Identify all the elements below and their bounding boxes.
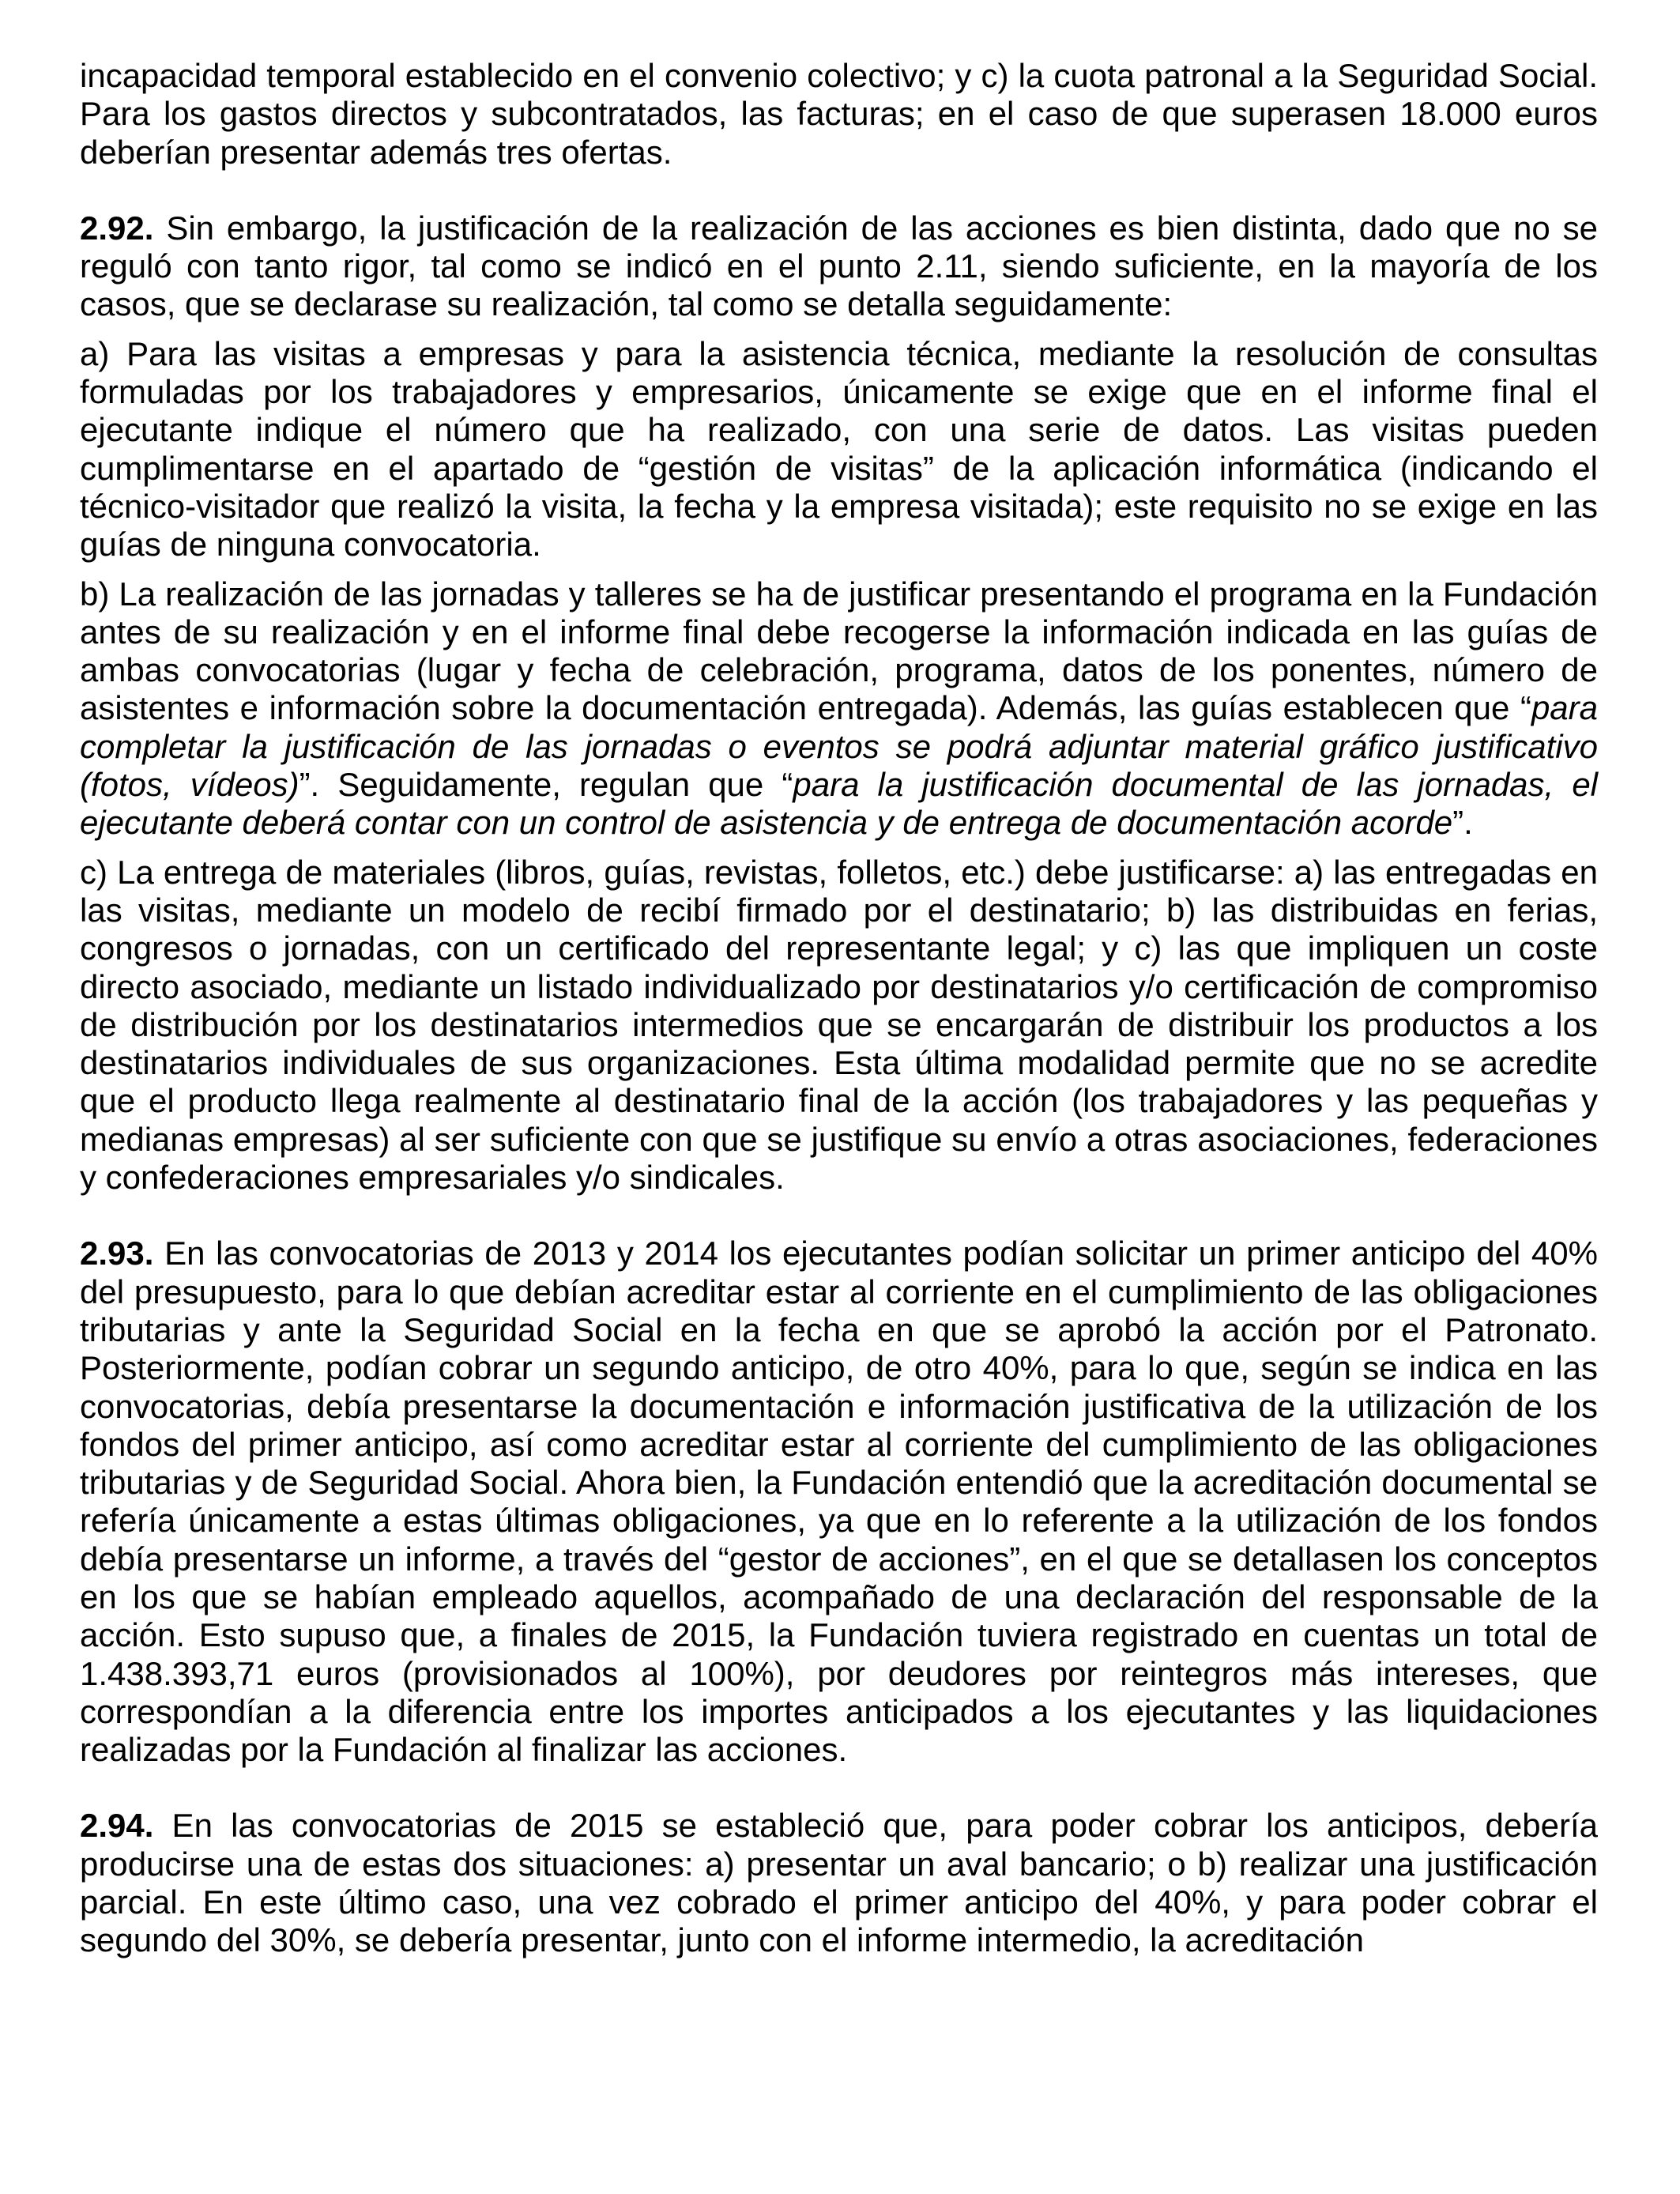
text-segment: ”. Seguidamente, regulan que “	[299, 766, 793, 804]
paragraph-number: 2.92.	[80, 209, 154, 247]
paragraph-number: 2.93.	[80, 1235, 154, 1272]
list-item-a: a) Para las visitas a empresas y para la asistencia técnica, mediante la resolución de consultas formuladas por los trabajadores y empresarios, únicamente se exige que en el informe final el ejecutante indique el número que ha realizado, con una serie de datos. Las visitas pueden cumplimentarse en el apartado de “gestión de visitas” de la aplicación informática (indicando el técnico-visitador que realizó la visita, la fecha y la empresa visitada); este requisito no se exige en las guías de ninguna convocatoria.	[80, 334, 1598, 564]
quoted-italic-text: para completar la justificación de las jornadas o eventos se podrá adjuntar material gráfico justificativo (fotos, vídeos)	[80, 689, 1598, 804]
paragraph-text: En las convocatorias de 2015 se estableció que, para poder cobrar los anticipos, debería producirse una de estas dos situaciones: a) presentar un aval bancario; o b) realizar una justificación parcial. En este último caso, una vez cobrado el primer anticipo del 40%, y para poder cobrar el segundo del 30%, se debería presentar, junto con el informe intermedio, la acreditación	[80, 1807, 1598, 1959]
document-page	[80, 57, 1598, 1960]
list-item-b	[80, 575, 1598, 843]
paragraph-2-92	[80, 209, 1598, 324]
text-segment: b) La realización de las jornadas y talleres se ha de justificar presentando el programa en la Fundación antes de su realización y en el informe final debe recogerse la información indicada en las guías de ambas convocatorias (lugar y fecha de celebración, programa, datos de los ponentes, número de asistentes e información sobre la documentación entregada). Además, las guías establecen que “	[80, 575, 1598, 727]
list-item-c: c) La entrega de materiales (libros, guías, revistas, folletos, etc.) debe justificarse: a) las entregadas en las visitas, mediante un modelo de recibí firmado por el destinatario; b) las distribuidas en ferias, congresos o jornadas, con un certificado del representante legal; y c) las que impliquen un coste directo asociado, mediante un listado individualizado por destinatarios y/o certificación de compromiso de distribución por los destinatarios intermedios que se encargarán de distribuir los productos a los destinatarios individuales de sus organizaciones. Esta última modalidad permite que no se acredite que el producto llega realmente al destinatario final de la acción (los trabajadores y las pequeñas y medianas empresas) al ser suficiente con que se justifique su envío a otras asociaciones, federaciones y confederaciones empresariales y/o sindicales.	[80, 853, 1598, 1197]
paragraph-2-93	[80, 1235, 1598, 1769]
paragraph-number: 2.94.	[80, 1807, 154, 1845]
paragraph-text: Sin embargo, la justificación de la realización de las acciones es bien distinta, dado que no se reguló con tanto rigor, tal como se indicó en el punto 2.11, siendo suficiente, en la mayoría de los casos, que se declarase su realización, tal como se detalla seguidamente:	[80, 209, 1598, 323]
paragraph-continuation: incapacidad temporal establecido en el convenio colectivo; y c) la cuota patronal a la Seguridad Social. Para los gastos directos y subcontratados, las facturas; en el caso de que superasen 18.000 euros deberían presentar además tres ofertas.	[80, 57, 1598, 171]
paragraph-2-94	[80, 1807, 1598, 1959]
quoted-italic-text: para la justificación documental de las jornadas, el ejecutante deberá contar con un control de asistencia y de entrega de documentación acorde	[80, 766, 1599, 842]
text-segment: ”.	[1452, 804, 1473, 842]
paragraph-text: En las convocatorias de 2013 y 2014 los ejecutantes podían solicitar un primer anticipo del 40% del presupuesto, para lo que debían acreditar estar al corriente en el cumplimiento de las obligaciones tributarias y ante la Seguridad Social en la fecha en que se aprobó la acción por el Patronato. Posteriormente, podían cobrar un segundo anticipo, de otro 40%, para lo que, según se indica en las convocatorias, debía presentarse la documentación e información justificativa de la utilización de los fondos del primer anticipo, así como acreditar estar al corriente del cumplimiento de las obligaciones tributarias y de Seguridad Social. Ahora bien, la Fundación entendió que la acreditación documental se refería únicamente a estas últimas obligaciones, ya que en lo referente a la utilización de los fondos debía presentarse un informe, a través del “gestor de acciones”, en el que se detallasen los conceptos en los que se habían empleado aquellos, acompañado de una declaración del responsable de la acción. Esto supuso que, a finales de 2015, la Fundación tuviera registrado en cuentas un total de 1.438.393,71 euros (provisionados al 100%), por deudores por reintegros más intereses, que correspondían a la diferencia entre los importes anticipados a los ejecutantes y las liquidaciones realizadas por la Fundación al finalizar las acciones.	[80, 1235, 1598, 1769]
